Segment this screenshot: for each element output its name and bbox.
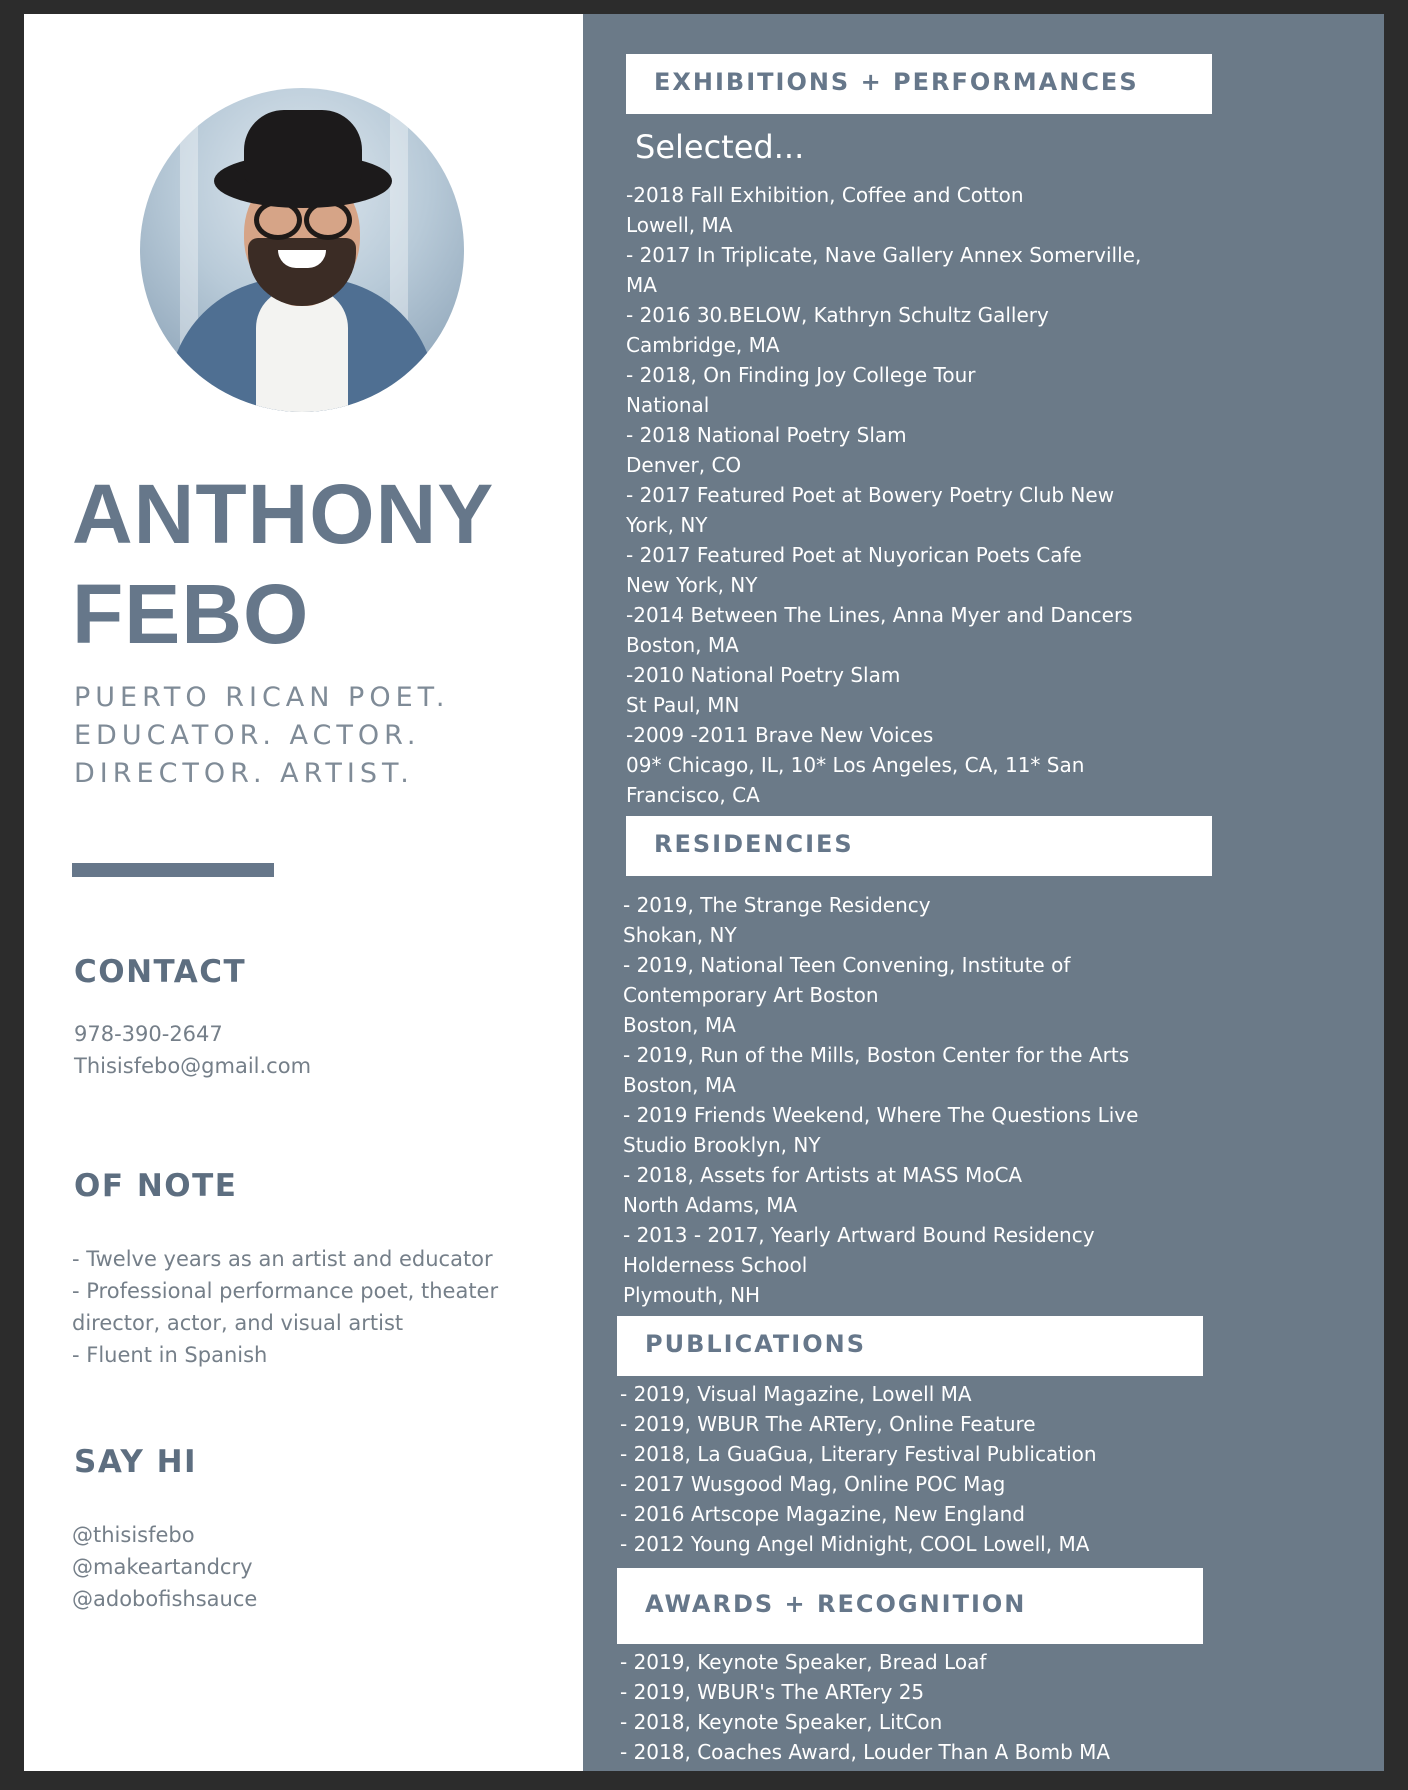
name-last: FEBO [72,567,310,661]
social-handles [72,1519,257,1615]
awards-list [620,1647,1110,1767]
resume-page [24,14,1384,1771]
exhibitions-subheading: Selected... [635,128,805,166]
of-note-list [72,1243,498,1371]
list-item: - 2019 Friends Weekend, Where The Questions Live [623,1103,1139,1127]
list-item: York, NY [626,513,708,537]
list-item: - 2016 Artscope Magazine, New England [620,1502,1025,1526]
list-item: - 2017 In Triplicate, Nave Gallery Annex Somerville, [626,243,1142,267]
list-item: -2014 Between The Lines, Anna Myer and Dancers [626,603,1133,627]
left-column [24,14,583,1771]
list-item: - 2019, The Strange Residency [623,893,931,917]
list-item: - 2019, National Teen Convening, Institute of [623,953,1071,977]
say-hi-heading: SAY HI [74,1444,198,1480]
residencies-heading-box [626,816,1212,876]
social-handle: @makeartandcry [72,1555,253,1579]
list-item: - 2017 Featured Poet at Nuyorican Poets Cafe [626,543,1082,567]
contact-phone: 978-390-2647 [74,1022,223,1046]
awards-heading: AWARDS + RECOGNITION [645,1590,1027,1618]
list-item: Boston, MA [626,633,739,657]
list-item: - 2017 Wusgood Mag, Online POC Mag [620,1472,1006,1496]
list-item: - 2018, On Finding Joy College Tour [626,363,976,387]
list-item: - 2018, Keynote Speaker, LitCon [620,1710,943,1734]
publications-heading: PUBLICATIONS [645,1330,866,1358]
list-item: Shokan, NY [623,923,737,947]
tagline-line: PUERTO RICAN POET. [74,682,450,713]
list-item: -2010 National Poetry Slam [626,663,901,687]
list-item: - 2018 National Poetry Slam [626,423,907,447]
person-name [72,464,494,664]
list-item: National [626,393,710,417]
list-item: - 2019, WBUR The ARTery, Online Feature [620,1412,1036,1436]
publications-heading-box [617,1316,1203,1376]
list-item: Cambridge, MA [626,333,780,357]
list-item: Denver, CO [626,453,742,477]
list-item: - Twelve years as an artist and educator [72,1247,493,1271]
list-item: Holderness School [623,1253,808,1277]
list-item: -2018 Fall Exhibition, Coffee and Cotton [626,183,1024,207]
exhibitions-heading-box [626,54,1212,114]
list-item: - Professional performance poet, theater [72,1279,499,1303]
list-item: Studio Brooklyn, NY [623,1133,821,1157]
list-item: Plymouth, NH [623,1283,761,1307]
list-item: New York, NY [626,573,758,597]
list-item: director, actor, and visual artist [72,1311,404,1335]
name-first: ANTHONY [72,467,495,561]
list-item: Lowell, MA [626,213,733,237]
list-item: 09* Chicago, IL, 10* Los Angeles, CA, 11* San [626,753,1085,777]
exhibitions-list [626,180,1141,810]
tagline-line: EDUCATOR. ACTOR. [74,720,421,751]
list-item: - 2013 - 2017, Yearly Artward Bound Residency [623,1223,1095,1247]
social-handle: @thisisfebo [72,1523,195,1547]
social-handle: @adobofishsauce [72,1587,258,1611]
list-item: - 2019, Run of the Mills, Boston Center for the Arts [623,1043,1130,1067]
list-item: - Fluent in Spanish [72,1343,268,1367]
list-item: - 2018, La GuaGua, Literary Festival Publication [620,1442,1097,1466]
tagline [74,679,450,793]
list-item: St Paul, MN [626,693,740,717]
list-item: Boston, MA [623,1073,736,1097]
contact-email: Thisisfebo@gmail.com [74,1054,312,1078]
list-item: MA [626,273,657,297]
list-item: - 2018, Assets for Artists at MASS MoCA [623,1163,1023,1187]
list-item: - 2019, WBUR's The ARTery 25 [620,1680,925,1704]
contact-heading: CONTACT [74,954,247,990]
list-item: - 2017 Featured Poet at Bowery Poetry Club New [626,483,1115,507]
awards-heading-box [617,1568,1203,1644]
list-item: - 2018, Coaches Award, Louder Than A Bomb MA [620,1740,1111,1764]
publications-list [620,1379,1097,1559]
section-divider [72,863,274,877]
list-item: - 2012 Young Angel Midnight, COOL Lowell, MA [620,1532,1090,1556]
list-item: Boston, MA [623,1013,736,1037]
residencies-heading: RESIDENCIES [654,830,854,858]
tagline-line: DIRECTOR. ARTIST. [74,758,414,789]
of-note-heading: OF NOTE [74,1168,238,1204]
list-item: Contemporary Art Boston [623,983,879,1007]
profile-photo [140,88,464,412]
residencies-list [623,890,1138,1310]
exhibitions-heading: EXHIBITIONS + PERFORMANCES [654,68,1139,96]
list-item: - 2019, Keynote Speaker, Bread Loaf [620,1650,987,1674]
list-item: - 2016 30.BELOW, Kathryn Schultz Gallery [626,303,1049,327]
contact-info [74,1018,311,1082]
list-item: North Adams, MA [623,1193,798,1217]
list-item: -2009 -2011 Brave New Voices [626,723,934,747]
list-item: Francisco, CA [626,783,760,807]
list-item: - 2019, Visual Magazine, Lowell MA [620,1382,972,1406]
